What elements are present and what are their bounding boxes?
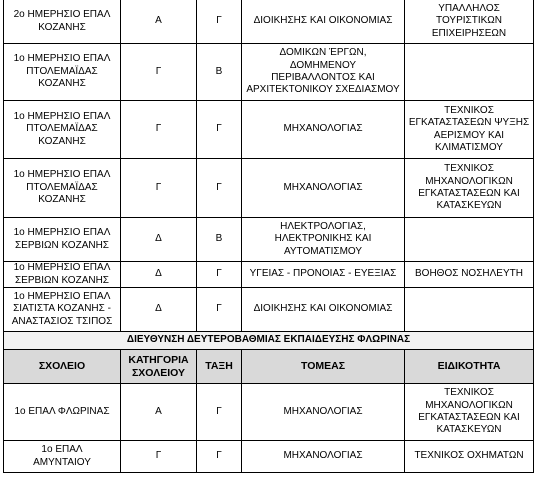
- cell-sector: ΔΟΜΙΚΩΝ ΈΡΓΩΝ, ΔΟΜΗΜΕΝΟΥ ΠΕΡΙΒΑΛΛΟΝΤΟΣ ΚΑΙ ΑΡΧΙΤΕΚΤΟΝΙΚΟΥ ΣΧΕΔΙΑΣΜΟΥ: [242, 44, 405, 101]
- table-row: [4, 262, 534, 288]
- cell-school: 1ο ΗΜΕΡΗΣΙΟ ΕΠΑΛ ΠΤΟΛΕΜΑΪΔΑΣ ΚΟΖΑΝΗΣ: [4, 101, 121, 159]
- cell-sector: ΜΗΧΑΝΟΛΟΓΙΑΣ: [242, 441, 405, 473]
- cell-sector: ΗΛΕΚΤΡΟΛΟΓΙΑΣ, ΗΛΕΚΤΡΟΝΙΚΗΣ ΚΑΙ ΑΥΤΟΜΑΤΙΣΜΟΥ: [242, 218, 405, 262]
- table-row: [4, 384, 534, 441]
- header-school: ΣΧΟΛΕΙΟ: [4, 350, 121, 384]
- cell-category: Γ: [121, 44, 197, 101]
- cell-category: Α: [121, 0, 197, 44]
- cell-category: Α: [121, 384, 197, 441]
- cell-category: Γ: [121, 159, 197, 218]
- table-row: [4, 101, 534, 159]
- cell-class: Γ: [197, 441, 242, 473]
- cell-sector: ΔΙΟΙΚΗΣΗΣ ΚΑΙ ΟΙΚΟΝΟΜΙΑΣ: [242, 288, 405, 332]
- cell-specialty: [405, 218, 534, 262]
- cell-class: Γ: [197, 384, 242, 441]
- cell-sector: ΜΗΧΑΝΟΛΟΓΙΑΣ: [242, 384, 405, 441]
- header-category: ΚΑΤΗΓΟΡΙΑ ΣΧΟΛΕΙΟΥ: [121, 350, 197, 384]
- cell-school: 1ο ΗΜΕΡΗΣΙΟ ΕΠΑΛ ΠΤΟΛΕΜΑΪΔΑΣ ΚΟΖΑΝΗΣ: [4, 44, 121, 101]
- cell-category: Δ: [121, 288, 197, 332]
- cell-specialty: [405, 44, 534, 101]
- table-row: [4, 288, 534, 332]
- kozani-rows: [4, 0, 534, 332]
- cell-class: Γ: [197, 0, 242, 44]
- cell-class: Γ: [197, 288, 242, 332]
- cell-school: 2ο ΗΜΕΡΗΣΙΟ ΕΠΑΛ ΚΟΖΑΝΗΣ: [4, 0, 121, 44]
- cell-sector: ΥΓΕΙΑΣ - ΠΡΟΝΟΙΑΣ - ΕΥΕΞΙΑΣ: [242, 262, 405, 288]
- table-row: [4, 44, 534, 101]
- section-title: ΔΙΕΥΘΥΝΣΗ ΔΕΥΤΕΡΟΒΑΘΜΙΑΣ ΕΚΠΑΙΔΕΥΣΗΣ ΦΛΩΡΙΝΑΣ: [4, 332, 534, 350]
- cell-sector: ΜΗΧΑΝΟΛΟΓΙΑΣ: [242, 101, 405, 159]
- schools-table: [3, 0, 534, 473]
- cell-specialty: ΥΠΑΛΛΗΛΟΣ ΤΟΥΡΙΣΤΙΚΩΝ ΕΠΙΧΕΙΡΗΣΕΩΝ: [405, 0, 534, 44]
- cell-class: Γ: [197, 101, 242, 159]
- cell-category: Γ: [121, 441, 197, 473]
- table-row: [4, 441, 534, 473]
- cell-school: 1ο ΗΜΕΡΗΣΙΟ ΕΠΑΛ ΣΕΡΒΙΩΝ ΚΟΖΑΝΗΣ: [4, 262, 121, 288]
- cell-sector: ΔΙΟΙΚΗΣΗΣ ΚΑΙ ΟΙΚΟΝΟΜΙΑΣ: [242, 0, 405, 44]
- cell-sector: ΜΗΧΑΝΟΛΟΓΙΑΣ: [242, 159, 405, 218]
- cell-school: 1ο ΕΠΑΛ ΑΜΥΝΤΑΙΟΥ: [4, 441, 121, 473]
- cell-specialty: ΤΕΧΝΙΚΟΣ ΜΗΧΑΝΟΛΟΓΙΚΩΝ ΕΓΚΑΤΑΣΤΑΣΕΩΝ ΚΑΙ ΚΑΤΑΣΚΕΥΩΝ: [405, 159, 534, 218]
- cell-specialty: [405, 288, 534, 332]
- header-class: ΤΑΞΗ: [197, 350, 242, 384]
- cell-category: Δ: [121, 218, 197, 262]
- table-row: [4, 0, 534, 44]
- cell-class: Γ: [197, 159, 242, 218]
- header-specialty: ΕΙΔΙΚΟΤΗΤΑ: [405, 350, 534, 384]
- cell-class: Γ: [197, 262, 242, 288]
- header-sector: ΤΟΜΕΑΣ: [242, 350, 405, 384]
- cell-school: 1ο ΗΜΕΡΗΣΙΟ ΕΠΑΛ ΣΙΑΤΙΣΤΑ ΚΟΖΑΝΗΣ - ΑΝΑΣΤΑΣΙΟΣ ΤΣΙΠΟΣ: [4, 288, 121, 332]
- cell-specialty: ΤΕΧΝΙΚΟΣ ΕΓΚΑΤΑΣΤΑΣΕΩΝ ΨΥΞΗΣ ΑΕΡΙΣΜΟΥ ΚΑΙ ΚΛΙΜΑΤΙΣΜΟΥ: [405, 101, 534, 159]
- table-row: [4, 218, 534, 262]
- cell-specialty: ΤΕΧΝΙΚΟΣ ΟΧΗΜΑΤΩΝ: [405, 441, 534, 473]
- cell-school: 1ο ΗΜΕΡΗΣΙΟ ΕΠΑΛ ΣΕΡΒΙΩΝ ΚΟΖΑΝΗΣ: [4, 218, 121, 262]
- cell-school: 1ο ΗΜΕΡΗΣΙΟ ΕΠΑΛ ΠΤΟΛΕΜΑΪΔΑΣ ΚΟΖΑΝΗΣ: [4, 159, 121, 218]
- header-row: [4, 350, 534, 384]
- cell-category: Δ: [121, 262, 197, 288]
- cell-school: 1ο ΕΠΑΛ ΦΛΩΡΙΝΑΣ: [4, 384, 121, 441]
- table-row: [4, 159, 534, 218]
- section-row: [4, 332, 534, 350]
- cell-class: Β: [197, 218, 242, 262]
- cell-specialty: ΤΕΧΝΙΚΟΣ ΜΗΧΑΝΟΛΟΓΙΚΩΝ ΕΓΚΑΤΑΣΤΑΣΕΩΝ ΚΑΙ ΚΑΤΑΣΚΕΥΩΝ: [405, 384, 534, 441]
- cell-class: Β: [197, 44, 242, 101]
- cell-category: Γ: [121, 101, 197, 159]
- florina-rows: [4, 384, 534, 473]
- cell-specialty: ΒΟΗΘΟΣ ΝΟΣΗΛΕΥΤΗ: [405, 262, 534, 288]
